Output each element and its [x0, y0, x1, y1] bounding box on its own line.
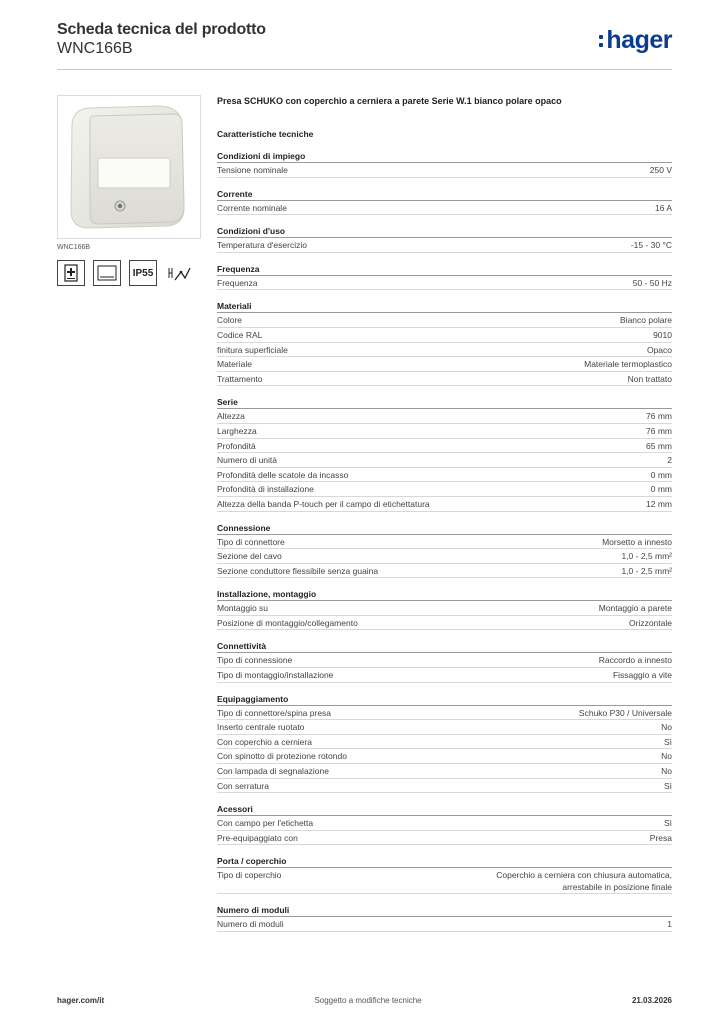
spec-label: Pre-equipaggiato con [217, 832, 298, 843]
spec-value: Schuko P30 / Universale [578, 707, 672, 718]
spec-group-title: Equipaggiamento [217, 693, 672, 706]
spec-label: finitura superficiale [217, 344, 288, 355]
spec-label: Inserto centrale ruotato [217, 722, 305, 733]
footer-date: 21.03.2026 [631, 996, 672, 1005]
page-footer [57, 996, 672, 1005]
spec-label: Montaggio su [217, 603, 269, 614]
spec-label: Tipo di connessione [217, 655, 293, 666]
pictogram-row [57, 260, 201, 286]
spec-row [217, 313, 672, 328]
spec-group [217, 693, 672, 794]
footer-website: hager.com/it [57, 996, 105, 1005]
spec-value: 250 V [649, 165, 672, 175]
spec-group-title: Materiali [217, 300, 672, 313]
spec-value: No [661, 751, 672, 762]
spec-value: No [661, 766, 672, 777]
spec-label: Con lampada di segnalazione [217, 766, 329, 777]
specs-column [217, 96, 672, 942]
spec-value: Raccordo a innesto [598, 655, 672, 666]
spec-label: Con coperchio a cerniera [217, 736, 312, 747]
spec-group [217, 640, 672, 682]
spec-label: Tipo di connettore/spina presa [217, 707, 332, 718]
spec-label: Profondità delle scatole da incasso [217, 469, 349, 480]
spec-label: Tipo di connettore [217, 536, 285, 547]
spec-value: 0 mm [650, 484, 672, 495]
spec-label: Numero di unità [217, 455, 278, 466]
spec-label: Trattamento [217, 373, 263, 384]
spec-row [217, 276, 672, 291]
spec-row [217, 439, 672, 454]
tech-heading: Caratteristiche tecniche [217, 129, 314, 139]
spec-row [217, 720, 672, 735]
spec-value: 0 mm [650, 469, 672, 480]
spec-value: 65 mm [646, 440, 672, 451]
spec-row [217, 409, 672, 424]
spec-label: Codice RAL [217, 329, 263, 340]
spec-row [217, 616, 672, 631]
spec-value: 1,0 - 2,5 mm² [621, 551, 672, 562]
spec-label: Tipo di montaggio/installazione [217, 670, 334, 681]
spec-label: Sezione del cavo [217, 551, 282, 562]
spec-value: 9010 [653, 329, 672, 340]
image-caption: WNC166B [57, 244, 91, 251]
spec-row [217, 453, 672, 468]
spec-row [217, 424, 672, 439]
spec-row [217, 163, 672, 178]
spec-label: Con serratura [217, 780, 269, 791]
spec-row [217, 468, 672, 483]
spec-group-title: Connettività [217, 640, 672, 653]
page-header [57, 20, 672, 70]
spec-value: Coperchio a cerniera con chiusura automatica, arrestabile in posizione finale [496, 870, 672, 893]
spec-group [217, 300, 672, 386]
footer-notice: Soggetto a modifiche tecniche [314, 996, 422, 1005]
spec-value: Sì [663, 736, 672, 747]
spec-value: Fissaggio a vite [612, 670, 672, 681]
spec-label: Tipo di coperchio [217, 870, 282, 881]
spec-row [217, 328, 672, 343]
spec-value: Opaco [646, 344, 672, 355]
spec-group [217, 855, 672, 894]
spec-group [217, 588, 672, 630]
ip55-badge: IP55 [129, 260, 157, 286]
spec-group [217, 522, 672, 579]
spec-group-title: Serie [217, 396, 672, 409]
spec-group [217, 225, 672, 253]
spec-row [217, 668, 672, 683]
surface-mount-icon [93, 260, 121, 286]
spec-label: Altezza [217, 411, 245, 422]
spec-row [217, 601, 672, 616]
spec-row [217, 482, 672, 497]
spec-group-title: Frequenza [217, 263, 672, 276]
spec-label: Profondità [217, 440, 256, 451]
spec-label: Tensione nominale [217, 165, 288, 175]
spec-group [217, 150, 672, 178]
spec-group [217, 803, 672, 845]
spec-label: Frequenza [217, 277, 258, 288]
spec-label: Sezione conduttore flessibile senza guaina [217, 565, 379, 576]
spec-group [217, 396, 672, 511]
spec-row [217, 201, 672, 216]
spec-value: Sì [663, 818, 672, 829]
spec-value: Non trattato [627, 373, 672, 384]
spec-row [217, 497, 672, 512]
spec-label: Numero di moduli [217, 919, 284, 930]
spec-value: Bianco polare [620, 315, 672, 326]
spec-label: Con campo per l'etichetta [217, 818, 314, 829]
spec-group [217, 263, 672, 291]
spec-row [217, 735, 672, 750]
product-code: WNC166B [57, 40, 133, 57]
spec-group-title: Installazione, montaggio [217, 588, 672, 601]
spec-value: 76 mm [646, 411, 672, 422]
spec-group [217, 904, 672, 932]
spec-group-title: Numero di moduli [217, 904, 672, 917]
spec-value: 1 [667, 919, 672, 930]
page-title: Scheda tecnica del prodotto [57, 21, 266, 38]
spec-value: 50 - 50 Hz [632, 277, 672, 288]
spec-label: Temperatura d'esercizio [217, 240, 307, 251]
spec-row [217, 764, 672, 779]
protection-class-icon [57, 260, 85, 286]
spec-group-title: Condizioni di impiego [217, 150, 672, 163]
spec-value: 12 mm [646, 498, 672, 509]
spec-label: Materiale [217, 359, 252, 370]
spec-label: Posizione di montaggio/collegamento [217, 617, 358, 628]
logo-colon-icon [599, 31, 604, 49]
spec-row [217, 535, 672, 550]
spec-value: -15 - 30 °C [630, 240, 672, 251]
spec-label: Larghezza [217, 425, 257, 436]
spec-group-title: Connessione [217, 522, 672, 535]
spec-label: Con spinotto di protezione rotondo [217, 751, 347, 762]
spec-groups [217, 150, 672, 932]
logo-text: hager [606, 26, 672, 54]
spec-row [217, 868, 672, 894]
plug-in-terminal-icon [165, 260, 193, 286]
spec-group-title: Corrente [217, 188, 672, 201]
spec-row [217, 549, 672, 564]
spec-row [217, 779, 672, 794]
spec-label: Corrente nominale [217, 202, 287, 213]
spec-value: Materiale termoplastico [584, 359, 672, 370]
spec-value: No [661, 722, 672, 733]
spec-group-title: Porta / coperchio [217, 855, 672, 868]
spec-row [217, 357, 672, 372]
spec-group-title: Acessori [217, 803, 672, 816]
spec-value: 2 [667, 455, 672, 466]
hager-logo [599, 26, 672, 55]
spec-label: Colore [217, 315, 243, 326]
socket-illustration [58, 96, 200, 238]
spec-label: Profondità di installazione [217, 484, 314, 495]
spec-label: Altezza della banda P-touch per il campo di etichettatura [217, 498, 430, 509]
product-image [57, 95, 201, 239]
spec-row [217, 238, 672, 253]
spec-value: Presa [649, 832, 672, 843]
spec-value: Orizzontale [629, 617, 672, 628]
spec-row [217, 749, 672, 764]
spec-group [217, 188, 672, 216]
spec-value: Montaggio a parete [598, 603, 672, 614]
spec-row [217, 706, 672, 721]
spec-value: Morsetto a innesto [602, 536, 672, 547]
spec-group-title: Condizioni d'uso [217, 225, 672, 238]
spec-value: 76 mm [646, 425, 672, 436]
spec-row [217, 372, 672, 387]
spec-row [217, 653, 672, 668]
spec-row [217, 816, 672, 831]
spec-row [217, 917, 672, 932]
spec-value: 1,0 - 2,5 mm² [621, 565, 672, 576]
spec-value: 16 A [654, 202, 672, 213]
spec-value: Sì [663, 780, 672, 791]
product-image-column [57, 95, 201, 286]
spec-row [217, 564, 672, 579]
spec-row [217, 831, 672, 846]
spec-row [217, 343, 672, 358]
product-description: Presa SCHUKO con coperchio a cerniera a parete Serie W.1 bianco polare opaco [217, 96, 562, 106]
